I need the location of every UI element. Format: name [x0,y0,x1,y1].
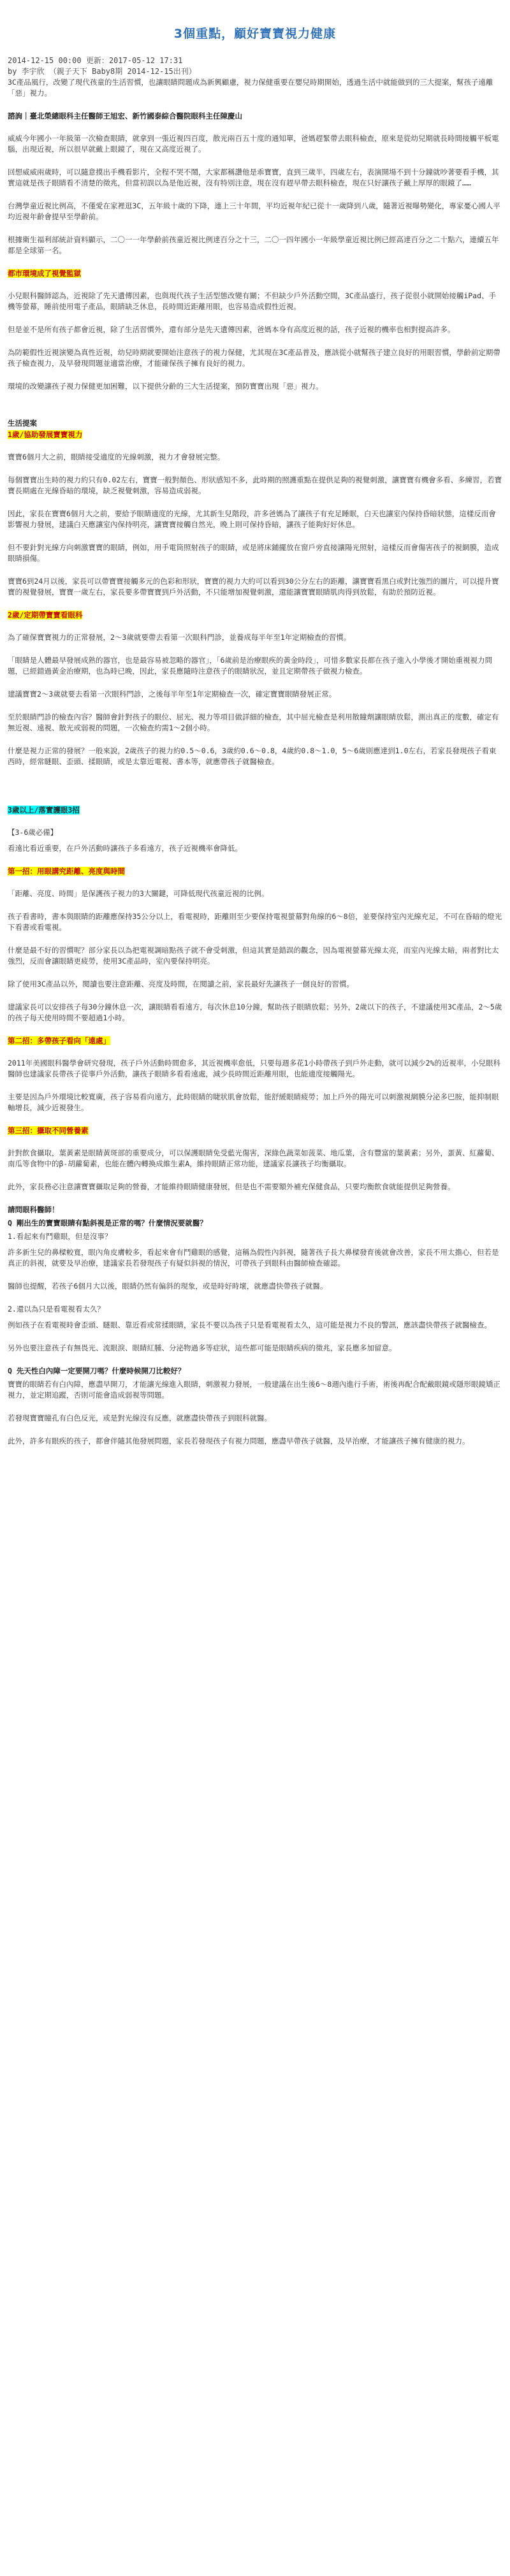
paragraph: 例如孩子在看電視時會歪頭、瞇眼、靠近看或常揉眼睛，家長不要以為孩子只是看電視看太久，這可能是視力不良的警訊，應該盡快帶孩子就醫檢查。 [8,1321,492,1329]
paragraph: 主要是因為戶外環境比較寬廣，孩子容易看向遠方，此時眼睛的睫狀肌會放鬆，能舒緩眼睛疲勞；加上戶外的陽光可以刺激視網膜分泌多巴胺，能抑制眼軸增長，減少近視發生。 [8,1092,499,1112]
paragraph: 什麼是視力正常的發展？一般來說，2歲孩子的視力約0.5～0.6，3歲約0.6～0.8，4歲約0.8～1.0，5～6歲則應達到1.0左右，若家長發現孩子看東西時，經常瞇眼、歪頭、揉眼睛，或是太靠近電視、書本等，就應帶孩子就醫檢查。 [8,746,497,766]
tips-intro-line: 看遠比看近重要，在戶外活動時讓孩子多看遠方，孩子近視機率會降低。 [8,844,242,853]
section-heading-age1: 1歲/協助發展寶寶視力 [8,430,83,439]
paragraph: 小兒眼科醫師認為，近視除了先天遺傳因素，也與現代孩子生活型態改變有關；不但缺少戶外活動空間，3C產品盛行，孩子從很小就開始接觸iPad、手機等螢幕，睡前使用電子產品，眼睛缺乏休息，長時間近距離用眼，也容易造成假性近視。 [8,291,497,311]
paragraph: 至於眼睛門診的檢查內容？醫師會針對孩子的眼位、屈光、視力等項目做詳細的檢查，其中屈光檢查是利用散瞳劑讓眼睛放鬆，測出真正的度數，確定有無近視、遠視、散光或弱視的問題，一次檢查約需1～2個小時。 [8,713,499,732]
paragraph: 許多新生兒的鼻樑較寬，眼內角皮膚較多，看起來會有鬥雞眼的感覺，這稱為假性內斜視，隨著孩子長大鼻樑發育後就會改善，家長不用太擔心，但若是真正的斜視，就要及早治療，建議家長若發現孩子有疑似斜視的情況，可帶孩子到眼科由醫師檢查確認。 [8,1248,499,1268]
paragraph: 環境的改變讓孩子視力保健更加困難，以下提供分齡的三大生活提案，預防寶寶出現「惡」視力。 [8,382,323,391]
paragraph: 根據衛生福利部統計資料顯示，二〇一一年學齡前孩童近視比例達百分之十三，二〇一四年國小一年級學童近視比例已經高達百分之二十點六，連續五年都是全球第一名。 [8,235,499,255]
paragraph: 回想威威兩歲時，可以隨意摸出手機看影片，全程不哭不鬧，大家都稱讚他是乖寶寶，直到三歲半，四歲左右，表演開場不到十分鐘就吵著要看手機，其實這就是孩子眼睛看不清楚的徵兆，但當初誤以為是他近視，沒有特別注意，現在沒有趕早帶去眼科檢查，現在只好讓孩子戴上厚厚的眼鏡了…… [8,168,499,187]
paragraph: 寶寶6個月大之前，眼睛接受適度的光線刺激，視力才會發展完整。 [8,452,225,461]
paragraph: 為了確保寶寶視力的正常發展，2～3歲就要帶去看第一次眼科門診，並養成每半年至1年定期檢查的習慣。 [8,633,351,642]
paragraph: 建議家長可以安排孩子每30分鐘休息一次，讓眼睛看看遠方，每次休息10分鐘，幫助孩子眼睛放鬆；另外，2歲以下的孩子，不建議使用3C產品，2～5歲的孩子每天使用時間不要超過1小時。 [8,1002,502,1022]
article-title: 3個重點，顧好寶寶視力健康 [173,27,337,41]
interviewee-line: 諮詢｜臺北榮總眼科主任醫師王旭宏、新竹國泰綜合醫院眼科主任陳慶山 [8,112,242,120]
article-meta-date: 2014-12-15 00:00 更新：2017-05-12 17:31 [8,56,183,65]
section-heading-age3: 3歲以上/落實護眼3招 [8,806,80,814]
article-outro: 此外，許多有眼疾的孩子，都會伴隨其他發展問題，家長若發現孩子有視力問題，應盡早帶孩子就醫，及早治療，才能讓孩子擁有健康的視力。 [8,1436,470,1445]
qa-subheading-1: 1.看起來有鬥雞眼，但是沒事？ [8,1232,112,1241]
paragraph: 若發現寶寶瞳孔有白色反光，或是對光線沒有反應，就應盡快帶孩子到眼科就醫。 [8,1414,272,1422]
article-intro: 3C產品風行，改變了現代孩童的生活習慣，也讓眼睛問題成為新興顧慮，視力保健重要在嬰兒時期開始，透過生活中就能做到的三大提案，幫孩子遠離「惡」視力。 [8,78,493,98]
paragraph: 寶寶6到24月以後，家長可以帶寶寶接觸多元的色彩和形狀，寶寶的視力大約可以看到30公分左右的距離，讓寶寶看黑白或對比強烈的圖片，可以提升寶寶的視覺發展，寶寶一歲左右，家長要多帶寶寶到戶外活動，不只能增加視覺刺激，還能讓寶寶眼睛肌肉得到放鬆，有助於預防近視。 [8,577,499,597]
qa-subheading-2: 2.還以為只是看電視看太久？ [8,1305,105,1313]
tip-heading-1: 第一招：用眼講究距離、亮度與時間 [8,867,125,876]
paragraph: 因此，家長在寶寶6個月大之前，要給予眼睛適度的光線，尤其新生兒階段，許多爸媽為了讓孩子有充足睡眠，白天也讓室內保持昏暗狀態，這樣反而會影響視力發展，建議白天應讓室內保持明亮，讓寶寶接觸自然光，晚上則可保持昏暗，讓孩子能夠好好休息。 [8,509,496,529]
paragraph: 此外，家長務必注意讓寶寶攝取足夠的營養，才能維持眼睛健康發展，但是也不需要額外補充保健食品，只要均衡飲食就能提供足夠營養。 [8,1182,455,1191]
qa-question-3: Q 先天性白內障一定要開刀嗎？什麼時候開刀比較好？ [8,1366,186,1375]
tips-label: 生活提案 [8,419,37,428]
paragraph: 每個寶寶出生時的視力約只有0.02左右，寶寶一般對顏色、形狀感知不多，此時期的照護重點在提供足夠的視覺刺激，讓寶寶有機會多看、多練習，若寶寶長期處在光線昏暗的環境，缺乏視覺刺激，容易造成弱視。 [8,475,502,495]
paragraph: 「眼睛是人體最早發展成熟的器官，也是最容易被忽略的器官」，「6歲前是治療眼疾的黃金時段」，可惜多數家長都在孩子進入小學後才開始重視視力問題，已經錯過黃金治療期，也為時已晚，因此，家長應隨時注意孩子的眼睛狀況，並且定期帶孩子做視力檢查。 [8,656,493,676]
article-meta-author: by 李宇欣 （親子天下 Baby8期 2014-12-15出刊） [8,67,196,76]
paragraph: 除了使用3C產品以外，閱讀也要注意距離、亮度及時間，在閱讀之前，家長最好先讓孩子一個良好的習慣。 [8,980,354,988]
paragraph: 但不要針對光線方向刺激寶寶的眼睛，例如，用手電筒照射孩子的眼睛，或是將床鋪擺放在窗戶旁直接讓陽光照射，這樣反而會傷害孩子的視網膜，造成眼睛損傷。 [8,543,499,563]
paragraph: 為防範假性近視演變為真性近視，幼兒時期就要開始注意孩子的視力保健，尤其現在3C產品普及，應該從小就幫孩子建立良好的用眼習慣，學齡前定期帶孩子檢查視力，及早發現問題並適當治療，才能確保孩子擁有良好的視力。 [8,348,500,368]
paragraph: 建議寶寶2～3歲就要去看第一次眼科門診，之後每半年至1年定期檢查一次，確定寶寶眼睛發展正常。 [8,690,337,698]
paragraph: 2011年美國眼科醫學會研究發現，孩子戶外活動時間愈多，其近視機率愈低，只要每週多花1小時帶孩子到戶外走動，就可以減少2%的近視率，小兒眼科醫師也建議家長帶孩子從事戶外活動，讓孩子眼睛多看看遠處，減少長時間近距離用眼，也能適度接觸陽光。 [8,1059,500,1078]
qa-heading: 請問眼科醫師！ [8,1205,59,1214]
paragraph: 寶寶的眼睛若有白內障，應盡早開刀，才能讓光線進入眼睛，刺激視力發展，一般建議在出生後6～8週內進行手術，術後再配合配戴眼鏡或隱形眼鏡矯正視力，並定期追蹤，否則可能會造成弱視等問題。 [8,1380,500,1400]
qa-question-1: Q 剛出生的寶寶眼睛有點斜視是正常的嗎？什麼情況要就醫？ [8,1219,207,1227]
paragraph: 醫師也提醒，若孩子6個月大以後，眼睛仍然有偏斜的現象，或是時好時壞，就應盡快帶孩子就醫。 [8,1282,328,1291]
tips-intro: 【3-6歲必備】 [8,828,58,837]
paragraph: 另外也要注意孩子有無畏光、流眼淚、眼睛紅腫、分泌物過多等症狀，這些都可能是眼睛疾病的徵兆，家長應多加留意。 [8,1343,397,1352]
paragraph: 「距離、亮度、時間」是保護孩子視力的3大關鍵，可降低現代孩童近視的比例。 [8,889,269,898]
paragraph: 孩子看書時，書本與眼睛的距離應保持35公分以上，看電視時，距離則至少要保持電視螢幕對角線的6～8倍，並要保持室內光線充足，不可在昏暗的燈光下看書或看電視。 [8,912,502,932]
article [8,0,502,1447]
section-heading-city: 都市環境成了視覺監獄 [8,269,81,278]
paragraph: 但是並不是所有孩子都會近視，除了生活習慣外，還有部分是先天遺傳因素，爸媽本身有高度近視的話，孩子近視的機率也相對提高許多。 [8,325,455,334]
paragraph: 針對飲食攝取，葉黃素是眼睛黃斑部的重要成分，可以保護眼睛免受藍光傷害，深綠色蔬菜如菠菜、地瓜葉，含有豐富的葉黃素；另外，蛋黃、紅蘿蔔、南瓜等食物中的β-胡蘿蔔素，也能在體內轉換成維生素A，維持眼睛正常功能，建議家長讓孩子均衡攝取。 [8,1148,499,1168]
tip-heading-2: 第二招：多帶孩子看向「遠處」 [8,1036,110,1045]
paragraph: 什麼是最不好的習慣呢？部分家長以為把電視調暗點孩子就不會受刺激，但這其實是錯誤的觀念，因為電視螢幕光線太亮，而室內光線太暗，兩者對比太強烈，反而會讓眼睛更疲勞，使用3C產品時，室內要保持明亮。 [8,946,499,966]
section-heading-age2: 2歲/定期帶寶寶看眼科 [8,611,83,619]
paragraph: 台灣學童近視比例高，不僅愛在家裡逛3C，五年級十歲的下降，連上三十年間，平均近視年紀已從十一歲降到八歲，隨著近視曝勢變化，專家憂心國人平均近視年齡會提早至學齡前。 [8,201,500,221]
tip-heading-3: 第三招：攝取不同營養素 [8,1126,89,1135]
paragraph: 威威今年國小一年級第一次檢查眼睛，就拿到一張近視四百度，散光兩百五十度的通知單，爸媽趕緊帶去眼科檢查，原來是從幼兒期就長時間接觸平板電腦，出現近視，所以很早就戴上眼鏡了，現在又高度近視了。 [8,134,499,154]
